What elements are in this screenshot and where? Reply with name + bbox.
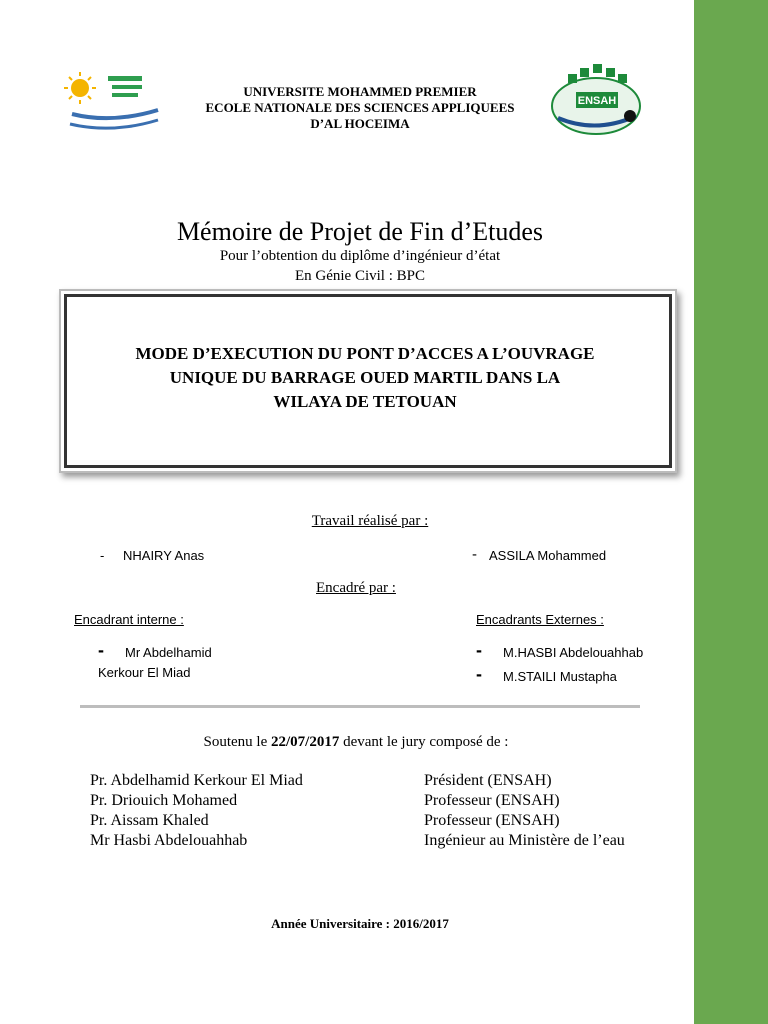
header-line-3: D’AL HOCEIMA bbox=[310, 116, 410, 131]
author-2-name: ASSILA Mohammed bbox=[489, 548, 607, 563]
author-1-name: NHAIRY Anas bbox=[123, 548, 205, 563]
header-line-1: UNIVERSITE MOHAMMED PREMIER bbox=[243, 84, 477, 99]
defense-date: 22/07/2017 bbox=[271, 734, 340, 750]
field-of-study: En Génie Civil : BPC bbox=[294, 268, 425, 284]
header-line-2: ECOLE NATIONALE DES SCIENCES APPLIQUEES bbox=[205, 100, 515, 115]
section-divider bbox=[80, 705, 640, 708]
university-logo bbox=[62, 66, 162, 136]
external-supervisor-2-dash: - bbox=[476, 664, 482, 684]
jury-member-role: Ingénieur au Ministère de l’eau bbox=[424, 832, 625, 849]
internal-supervisor-label: Encadrant interne : bbox=[74, 612, 184, 627]
ensah-emblem-icon bbox=[548, 58, 648, 140]
jury-member-role: Professeur (ENSAH) bbox=[424, 792, 560, 809]
sun-icon bbox=[62, 66, 162, 136]
internal-supervisor-dash: - bbox=[98, 640, 104, 660]
author-1-dash: - bbox=[100, 548, 105, 563]
jury-member-name: Pr. Abdelhamid Kerkour El Miad bbox=[90, 772, 303, 789]
thesis-title-line-1: MODE D’EXECUTION DU PONT D’ACCES A L’OUVRAGE bbox=[135, 344, 595, 363]
jury-roles bbox=[424, 771, 625, 851]
defense-statement bbox=[0, 734, 712, 751]
jury-names bbox=[90, 771, 303, 851]
external-supervisor-2-name: M.STAILI Mustapha bbox=[503, 669, 617, 684]
institution-header bbox=[170, 84, 550, 132]
thesis-title-line-2: UNIQUE DU BARRAGE OUED MARTIL DANS LA bbox=[169, 368, 561, 387]
defense-suffix: devant le jury composé de : bbox=[339, 734, 509, 750]
internal-supervisor-line-1: Mr Abdelhamid bbox=[125, 645, 212, 660]
ensah-logo-text: ENSAH bbox=[577, 95, 617, 107]
ensah-logo bbox=[548, 58, 648, 140]
jury-member-role: Professeur (ENSAH) bbox=[424, 812, 560, 829]
thesis-title-line-3: WILAYA DE TETOUAN bbox=[273, 392, 457, 411]
external-supervisor-1-name: M.HASBI Abdelouahhab bbox=[503, 645, 644, 660]
thesis-title bbox=[70, 342, 660, 414]
author-2-dash: - bbox=[472, 546, 477, 563]
document-subtitle: Pour l’obtention du diplôme d’ingénieur d’état bbox=[219, 248, 501, 264]
document-title: Mémoire de Projet de Fin d’Etudes bbox=[176, 217, 544, 246]
authors-label: Travail réalisé par : bbox=[311, 513, 429, 529]
academic-year: Année Universitaire : 2016/2017 bbox=[271, 916, 449, 931]
jury-member-name: Pr. Driouich Mohamed bbox=[90, 792, 238, 809]
jury-member-name: Pr. Aissam Khaled bbox=[90, 812, 209, 829]
external-supervisor-1-dash: - bbox=[476, 640, 482, 660]
green-side-band bbox=[694, 0, 768, 1024]
external-supervisors-label: Encadrants Externes : bbox=[476, 612, 604, 627]
supervisors-label: Encadré par : bbox=[316, 580, 396, 596]
jury-member-role: Président (ENSAH) bbox=[424, 772, 552, 789]
jury-member-name: Mr Hasbi Abdelouahhab bbox=[90, 832, 248, 849]
internal-supervisor-line-2: Kerkour El Miad bbox=[98, 665, 191, 680]
defense-prefix: Soutenu le bbox=[203, 734, 272, 750]
